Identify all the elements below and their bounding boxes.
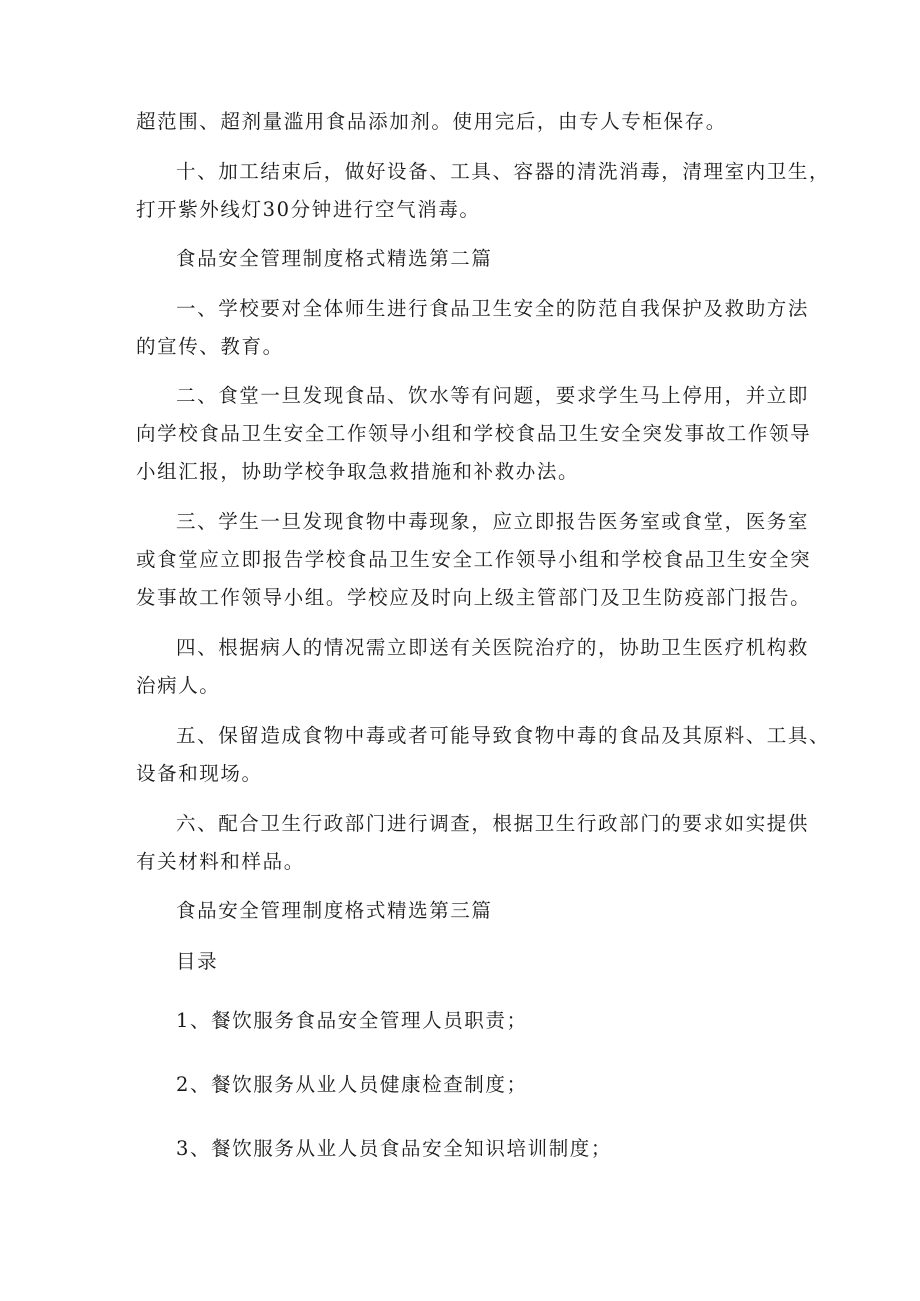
- item-three-line-2: 或食堂应立即报告学校食品卫生安全工作领导小组和学校食品卫生安全突: [136, 548, 812, 571]
- item-one-line-1: 一、学校要对全体师生进行食品卫生安全的防范自我保护及救助方法: [176, 297, 810, 320]
- paragraph-ten-line-1: 十、加工结束后，做好设备、工具、容器的清洗消毒，清理室内卫生，: [176, 160, 831, 183]
- toc-item-2: 2、餐饮服务从业人员健康检查制度；: [176, 1073, 528, 1096]
- toc-item-3: 3、餐饮服务从业人员食品安全知识培训制度；: [176, 1137, 613, 1160]
- toc-heading: 目录: [176, 950, 219, 973]
- item-four-line-1: 四、根据病人的情况需立即送有关医院治疗的，协助卫生医疗机构救: [176, 636, 810, 659]
- item-three-line-3: 发事故工作领导小组。学校应及时向上级主管部门及卫生防疫部门报告。: [136, 586, 812, 609]
- item-two-line-1: 二、食堂一旦发现食品、饮水等有问题，要求学生马上停用，并立即: [176, 384, 810, 407]
- section-heading-2: 食品安全管理制度格式精选第二篇: [176, 247, 493, 270]
- item-six-line-1: 六、配合卫生行政部门进行调查，根据卫生行政部门的要求如实提供: [176, 812, 810, 835]
- item-five-line-2: 设备和现场。: [136, 762, 263, 785]
- item-two-line-3: 小组汇报，协助学校争取急救措施和补救办法。: [136, 460, 580, 483]
- text-line: 超范围、超剂量滥用食品添加剂。使用完后，由专人专柜保存。: [136, 110, 727, 133]
- item-four-line-2: 治病人。: [136, 674, 221, 697]
- item-one-line-2: 的宣传、教育。: [136, 335, 284, 358]
- paragraph-ten-line-2: 打开紫外线灯30分钟进行空气消毒。: [136, 198, 481, 221]
- section-heading-3: 食品安全管理制度格式精选第三篇: [176, 899, 493, 922]
- item-two-line-2: 向学校食品卫生安全工作领导小组和学校食品卫生安全突发事故工作领导: [136, 422, 812, 445]
- item-six-line-2: 有关材料和样品。: [136, 850, 305, 873]
- item-three-line-1: 三、学生一旦发现食物中毒现象，应立即报告医务室或食堂，医务室: [176, 510, 810, 533]
- item-five-line-1: 五、保留造成食物中毒或者可能导致食物中毒的食品及其原料、工具、: [176, 724, 831, 747]
- toc-item-1: 1、餐饮服务食品安全管理人员职责；: [176, 1009, 528, 1032]
